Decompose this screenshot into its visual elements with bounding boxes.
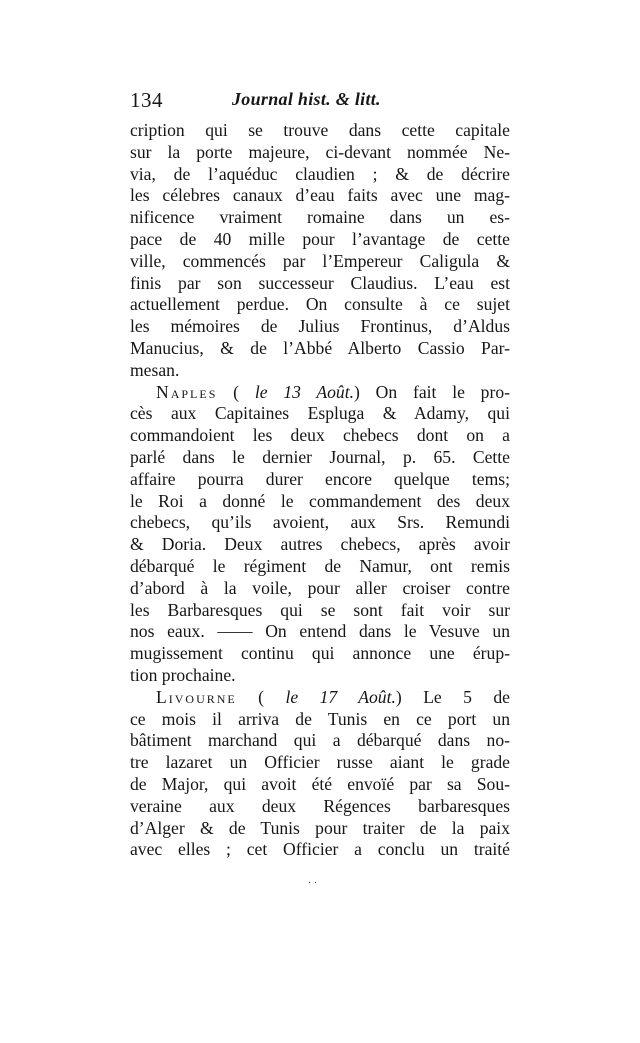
dateline-livourne: Livourne ( le 17 Août.) Le 5 de [156,686,510,707]
text-line: actuellement perdue. On consulte à ce sujet [130,294,510,315]
text-line: cès aux Capitaines Espluga & Adamy, qui [130,403,510,424]
text-line: mesan. [130,359,180,380]
dateline-naples: Naples ( le 13 Août.) On fait le pro- [156,381,510,402]
text-line: ville, commencés par l’Empereur Caligula & [130,250,510,271]
text-line: sur la porte majeure, ci-devant nommée Ne- [130,141,510,162]
place-name: Naples [156,381,218,402]
page-number: 134 [130,88,163,112]
text-line: finis par son successeur Claudius. L’eau est [130,272,510,293]
text-line: parlé dans le dernier Journal, p. 65. Cette [130,446,510,467]
text-line: d’Alger & de Tunis pour traiter de la paix [130,817,510,838]
date: le 13 Août. [254,381,355,402]
text-line: les Barbaresques qui se sont fait voir sur [130,599,510,620]
text-line: nos eaux. —— On entend dans le Vesuve un [130,621,510,642]
text-line: cription qui se trouve dans cette capitale [130,120,510,140]
text-line: le Roi a donné le commandement des deux [130,490,510,511]
text-line: tre lazaret un Officier russe aiant le grade [130,752,510,773]
text-fragment: On fait le pro- [375,381,510,402]
text-line: avec elles ; cet Officier a conclu un traité [130,839,510,860]
text-line: nificence vraiment romaine dans un es- [130,207,510,228]
text-line: les mémoires de Julius Frontinus, d’Aldus [130,316,510,337]
text-line: les célebres canaux d’eau faits avec une mag- [130,185,510,206]
text-line: tion prochaine. [130,664,236,685]
text-line: chebecs, qu’ils avoient, aux Srs. Remundi [130,512,510,533]
date: le 17 Août. [285,686,396,707]
text-fragment: Le 5 de [423,686,510,707]
text-line: & Doria. Deux autres chebecs, après avoir [130,534,510,555]
text-line: de Major, qui avoit été envoïé par sa Sou- [130,773,510,794]
text-line: bâtiment marchand qui a débarqué dans no- [130,730,510,751]
text-line: affaire pourra durer encore quelque tems; [130,468,510,489]
running-title: Journal hist. & litt. [232,89,381,109]
body-text [130,120,510,861]
text-line: pace de 40 mille pour l’avantage de cette [130,228,510,249]
text-line: via, de l’aquéduc claudien ; & de décrire [130,163,510,184]
text-line: mugissement continu qui annonce une érup- [130,643,510,664]
text-line: commandoient les deux chebecs dont on a [130,425,510,446]
text-line: d’abord à la voile, pour aller croiser contre [130,577,510,598]
running-head [130,86,510,120]
text-line: ce mois il arriva de Tunis en ce port un [130,708,510,729]
text-line: Manucius, & de l’Abbé Alberto Cassio Par- [130,337,510,358]
text-line: débarqué le régiment de Namur, ont remis [130,555,510,576]
page [130,86,510,861]
footer-marks: · · [308,878,318,889]
place-name: Livourne [156,686,237,707]
text-line: veraine aux deux Régences barbaresques [130,795,510,816]
